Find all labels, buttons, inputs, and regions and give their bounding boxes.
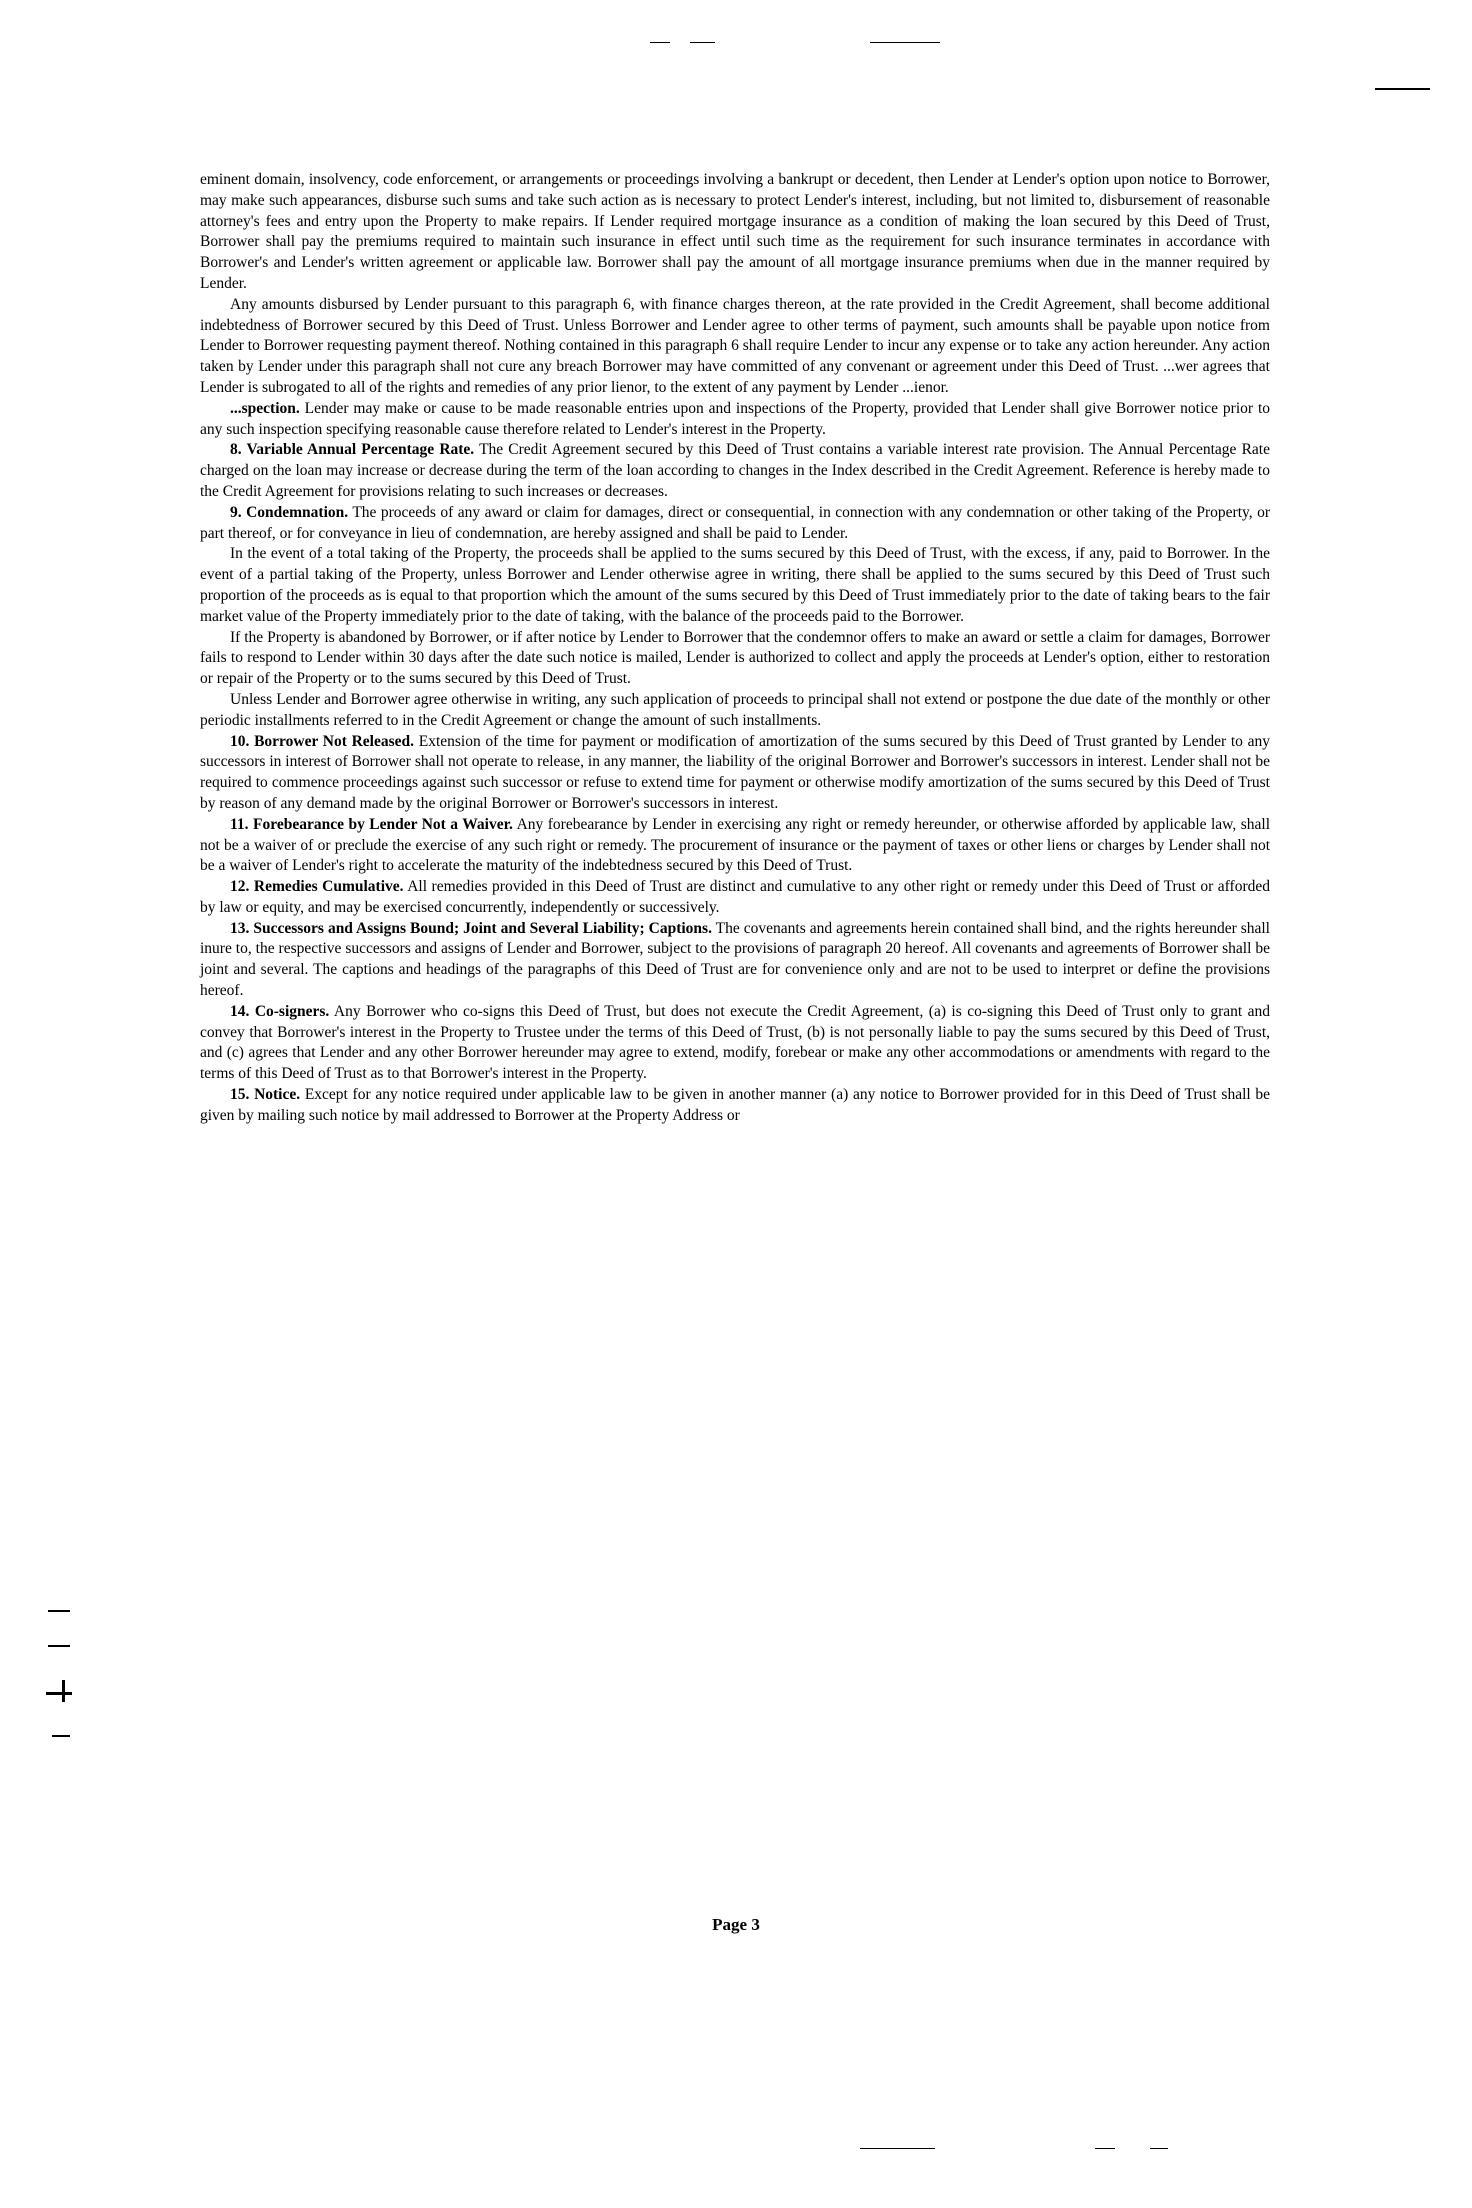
scan-mark bbox=[48, 1645, 70, 1647]
paragraph-forebearance bbox=[200, 815, 1270, 877]
paragraph-borrower-not-released bbox=[200, 732, 1270, 815]
scan-mark bbox=[650, 42, 670, 43]
scan-mark bbox=[860, 2148, 935, 2149]
paragraph-text: The proceeds of any award or claim for damages, direct or consequential, in connection with any condemnation or other taking of the Property, or part thereof, or for conveyance in lieu of condemnation, are hereby assigned and shall be paid to Lender. bbox=[200, 503, 1271, 542]
section-heading: 9. Condemnation. bbox=[230, 503, 349, 521]
section-heading: 13. Successors and Assigns Bound; Joint and Several Liability; Captions. bbox=[230, 919, 712, 937]
paragraph-co-signers bbox=[200, 1002, 1270, 1085]
scan-mark bbox=[1150, 2148, 1168, 2149]
paragraph-text: Any Borrower who co-signs this Deed of Trust, but does not execute the Credit Agreement, (a) is co-signing this Deed of Trust only to grant and convey that Borrower's interest in the Property to Trustee under the terms of this Deed of Trust, (b) is not personally liable to pay the sums secured by this Deed of Trust, and (c) agrees that Lender and any other Borrower hereunder may agree to extend, modify, forebear or make any other accommodations or amendments with regard to the terms of this Deed of Trust as to that Borrower's interest in the Property. bbox=[200, 1002, 1270, 1083]
scan-mark bbox=[690, 42, 715, 43]
paragraph-text: Except for any notice required under applicable law to be given in another manner (a) any notice to Borrower provided for in this Deed of Trust shall be given by mailing such notice by mail addressed to Borrower at the Property Address or bbox=[200, 1086, 1271, 1124]
paragraph-text: The covenants and agreements herein contained shall bind, and the rights hereunder shall inure to, the respective successors and assigns of Lender and Borrower, subject to the provisions of paragraph 20 hereof. All covenants and agreements of Borrower shall be joint and several. The captions and headings of the paragraphs of this Deed of Trust are for convenience only and are not to be used to interpret or define the provisions hereof. bbox=[200, 919, 1270, 1000]
paragraph-text: Any amounts disbursed by Lender pursuant to this paragraph 6, with finance charges thereon, at the rate provided in the Credit Agreement, shall become additional indebtedness of Borrower secured by this Deed of Trust. Unless Borrower and Lender agree to other terms of payment, such amounts shall be payable upon notice from Lender to Borrower requesting payment thereof. Nothing contained in this paragraph 6 shall require Lender to incur any expense or to take any action hereunder. Any action taken by Lender under this paragraph shall not cure any breach Borrower may have committed of any convenant or agreement under this Deed of Trust. ...wer agrees that Lender is subrogated to all of the rights and remedies of any prior lienor, to the extent of any payment by Lender ...ienor. bbox=[200, 295, 1270, 396]
scan-mark bbox=[48, 1610, 70, 1612]
paragraph bbox=[200, 628, 1270, 690]
paragraph-text: If the Property is abandoned by Borrower, or if after notice by Lender to Borrower that the condemnor offers to make an award or settle a claim for damages, Borrower fails to respond to Lender within 30 days after the date such notice is mailed, Lender is authorized to collect and apply the proceeds at Lender's option, either to restoration or repair of the Property or to the sums secured by this Deed of Trust. bbox=[200, 628, 1270, 688]
scan-mark bbox=[1095, 2148, 1115, 2149]
paragraph-variable-rate bbox=[200, 440, 1270, 502]
paragraph bbox=[200, 295, 1270, 399]
page-number: Page 3 bbox=[712, 1915, 760, 1934]
paragraph-text: eminent domain, insolvency, code enforcement, or arrangements or proceedings involving a bankrupt or decedent, then Lender at Lender's option upon notice to Borrower, may make such appearances, disburse such sums and take such action as is necessary to protect Lender's interest, including, but not limited to, disbursement of reasonable attorney's fees and entry upon the Property to make repairs. If Lender required mortgage insurance as a condition of making the loan secured by this Deed of Trust, Borrower shall pay the premiums required to maintain such insurance in effect until such time as the requirement for such insurance terminates in accordance with Borrower's and Lender's written agreement or applicable law. Borrower shall pay the amount of all mortgage insurance premiums when due in the manner required by Lender. bbox=[200, 171, 1270, 292]
section-heading: 11. Forebearance by Lender Not a Waiver. bbox=[230, 815, 513, 833]
paragraph-text: Extension of the time for payment or modification of amortization of the sums secured by this Deed of Trust granted by Lender to any successors in interest of Borrower shall not operate to release, in any manner, the liability of the original Borrower and Borrower's successors in interest. Lender shall not be required to commence proceedings against such successor or refuse to extend time for payment or otherwise modify amortization of the sums secured by this Deed of Trust by reason of any demand made by the original Borrower or Borrower's successors in interest. bbox=[200, 732, 1271, 812]
section-heading: 12. Remedies Cumulative. bbox=[230, 878, 404, 896]
scan-mark bbox=[62, 1680, 65, 1702]
section-heading: 8. Variable Annual Percentage Rate. bbox=[230, 441, 475, 459]
section-heading: 10. Borrower Not Released. bbox=[230, 732, 415, 750]
section-heading: ...spection. bbox=[230, 399, 300, 417]
scan-mark bbox=[870, 42, 940, 43]
scan-mark bbox=[1375, 88, 1430, 90]
section-heading: 15. Notice. bbox=[230, 1086, 301, 1104]
paragraph-successors bbox=[200, 919, 1270, 1002]
paragraph-condemnation bbox=[200, 503, 1270, 545]
paragraph-text: Any forebearance by Lender in exercising any right or remedy hereunder, or otherwise afforded by applicable law, shall not be a waiver of or preclude the exercise of any such right or remedy. The procurement of insurance or the payment of taxes or other liens or charges by Lender shall not be a waiver of Lender's right to accelerate the maturity of the indebtedness secured by this Deed of Trust. bbox=[200, 815, 1271, 875]
section-heading: 14. Co-signers. bbox=[230, 1002, 330, 1020]
paragraph bbox=[200, 544, 1270, 627]
paragraph-notice bbox=[200, 1085, 1270, 1127]
paragraph-text: In the event of a total taking of the Property, the proceeds shall be applied to the sums secured by this Deed of Trust, with the excess, if any, paid to Borrower. In the event of a partial taking of the Property, unless Borrower and Lender otherwise agree in writing, there shall be applied to the sums secured by this Deed of Trust such proportion of the proceeds as is equal to that proportion which the amount of the sums secured by this Deed of Trust immediately prior to the date of taking bears to the fair market value of the Property immediately prior to the date of taking, with the balance of the proceeds paid to the Borrower. bbox=[200, 545, 1270, 625]
scan-mark bbox=[52, 1735, 70, 1737]
paragraph-text: Unless Lender and Borrower agree otherwise in writing, any such application of proceeds to principal shall not extend or postpone the due date of the monthly or other periodic installments referred to in the Credit Agreement or change the amount of such installments. bbox=[200, 690, 1270, 729]
paragraph-text: Lender may make or cause to be made reasonable entries upon and inspections of the Property, provided that Lender shall give Borrower notice prior to any such inspection specifying reasonable cause therefore related to Lender's interest in the Property. bbox=[200, 399, 1271, 438]
paragraph-continuation bbox=[200, 170, 1270, 295]
paragraph-text: All remedies provided in this Deed of Trust are distinct and cumulative to any other right or remedy under this Deed of Trust or afforded by law or equity, and may be exercised concurrently, independently or successively. bbox=[200, 878, 1270, 916]
scan-mark bbox=[46, 1692, 72, 1695]
paragraph bbox=[200, 690, 1270, 732]
paragraph-inspection bbox=[200, 399, 1270, 441]
paragraph-remedies bbox=[200, 877, 1270, 919]
paragraph-text: The Credit Agreement secured by this Deed of Trust contains a variable interest rate provision. The Annual Percentage Rate charged on the loan may increase or decrease during the term of the loan according to changes in the Index described in the Credit Agreement. Reference is hereby made to the Credit Agreement for provisions relating to such increases or decreases. bbox=[200, 441, 1270, 500]
document-body bbox=[200, 170, 1270, 1127]
